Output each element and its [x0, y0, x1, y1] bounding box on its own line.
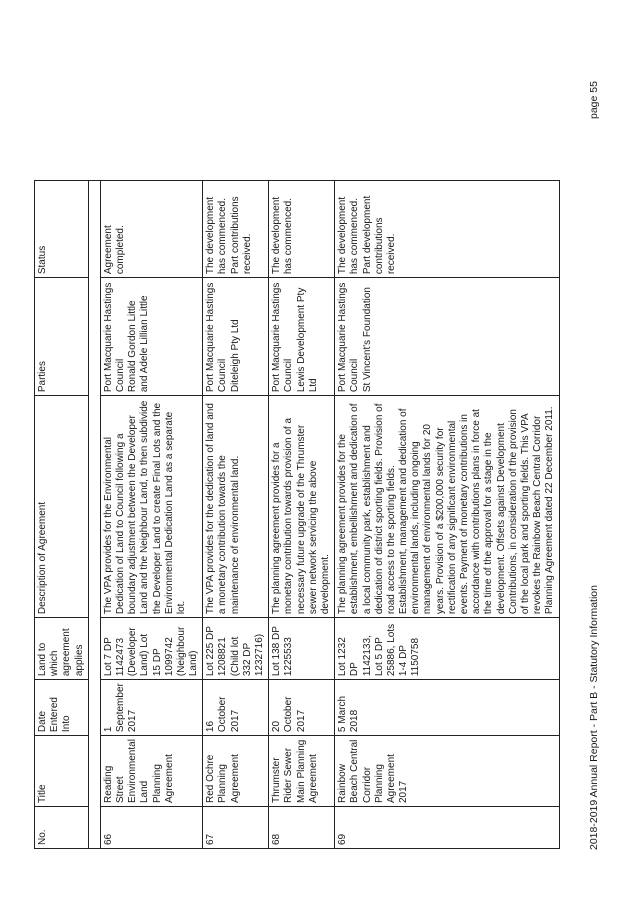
- cell-title: Thrumster Rider Sewer Main Planning Agreement: [269, 736, 335, 807]
- cell-parties: [203, 278, 269, 396]
- cell-land: Lot 7 DP 1142473 (Developer Land) Lot 15 DP 1099742 (Neighbour Land): [100, 618, 203, 680]
- cell-land: Lot 225 DP 1208821 (Child lot 332 DP 1232716): [203, 618, 269, 680]
- cell-no: 67: [203, 807, 269, 849]
- party-name: Ronald Gordon Little and Adele Lillian Little: [127, 295, 151, 393]
- party-name: Port Macquarie Hastings Council: [102, 282, 126, 393]
- cell-no: 69: [335, 807, 559, 849]
- table-row: [335, 181, 559, 849]
- cell-date: 5 March 2018: [335, 680, 559, 736]
- cell-status: Agreement completed.: [100, 181, 203, 278]
- cell-no: 66: [100, 807, 203, 849]
- cell-parties: [269, 278, 335, 396]
- cell-no: 68: [269, 807, 335, 849]
- table-row: [100, 181, 203, 849]
- party-name: Port Macquarie Hastings Council: [271, 282, 295, 393]
- party-name: Port Macquarie Hastings Council: [205, 282, 229, 393]
- cell-status: The development has commenced. Part development contributions received.: [335, 181, 559, 278]
- header-title: Title: [35, 736, 89, 807]
- cell-parties: [335, 278, 559, 396]
- header-no: No.: [35, 807, 89, 849]
- table-row: [203, 181, 269, 849]
- planning-agreements-table: [34, 180, 560, 849]
- party-name: Lewis Development Pty Ltd: [295, 287, 319, 393]
- cell-land: Lot 138 DP 1225533: [269, 618, 335, 680]
- cell-date: 1 September 2017: [100, 680, 203, 736]
- party-name: Port Macquarie Hastings Council: [337, 282, 361, 393]
- cell-description: The planning agreement provides for a monetary contribution towards provision of a necessary future upgrade of the Thrumster sewer network servicing the above development.: [269, 396, 335, 618]
- cell-date: 20 October 2017: [269, 680, 335, 736]
- header-status: Status: [35, 181, 89, 278]
- cell-description: The VPA provides for the dedication of land and a monetary contribution towards the maintenance of environmental land.: [203, 396, 269, 618]
- header-date: Date Entered Into: [35, 680, 89, 736]
- header-land: Land to which agreement applies: [35, 618, 89, 680]
- cell-date: 16 October 2017: [203, 680, 269, 736]
- cell-status: The development has commenced. Part contributions received.: [203, 181, 269, 278]
- cell-parties: [100, 278, 203, 396]
- cell-description: The VPA provides for the Environmental Dedication of Land to Council following a boundary adjustment between the Developer Land and the Neighbour Land, to then subdivide the Developer Land to create Final Lots and the Environmental Dedication Land as a separate lot.: [100, 396, 203, 618]
- party-name: St Vincent's Foundation: [361, 287, 373, 393]
- table-header-row: [35, 181, 89, 849]
- header-description: Description of Agreement: [35, 396, 89, 618]
- cell-status: The development has commenced.: [269, 181, 335, 278]
- cell-land: Lot 1232 DP 1142133, Lot 5 DP 25886, Lots 1-4 DP 1150758: [335, 618, 559, 680]
- party-name: Diteleigh Pty Ltd: [229, 319, 241, 393]
- cell-description: The planning agreement provides for the establishment, embellishment and dedication of a local community park, establishment and dedication of district sporting fields. Provision of road access to the sporting fields. Establishment, management and dedication of environmental lands, including ongoing management of environmental lands for 20 years. Provision of a $200,000 security for rectification of any significant environmental events. Payment of monetary contributions in accordance with contributions plans in force at the time of the approval for a stage in the development. Offsets against Development Contributions, in consideration of the provision of the local park and sporting fields. This VPA revokes the Rainbow Beach Central Corridor Planning Agreement dated 22 December 2011.: [335, 396, 559, 618]
- cell-title: Rainbow Beach Central Corridor Planning Agreement 2017: [335, 736, 559, 807]
- table-spacer: [88, 181, 100, 849]
- footer-page-number: page 55: [588, 81, 600, 119]
- table-row: [269, 181, 335, 849]
- footer-report-title: 2018-2019 Annual Report - Part B - Statutory Information: [588, 585, 600, 850]
- cell-title: Reading Street Environmental Land Planning Agreement: [100, 736, 203, 807]
- cell-title: Red Ochre Planning Agreement: [203, 736, 269, 807]
- header-parties: Parties: [35, 278, 89, 396]
